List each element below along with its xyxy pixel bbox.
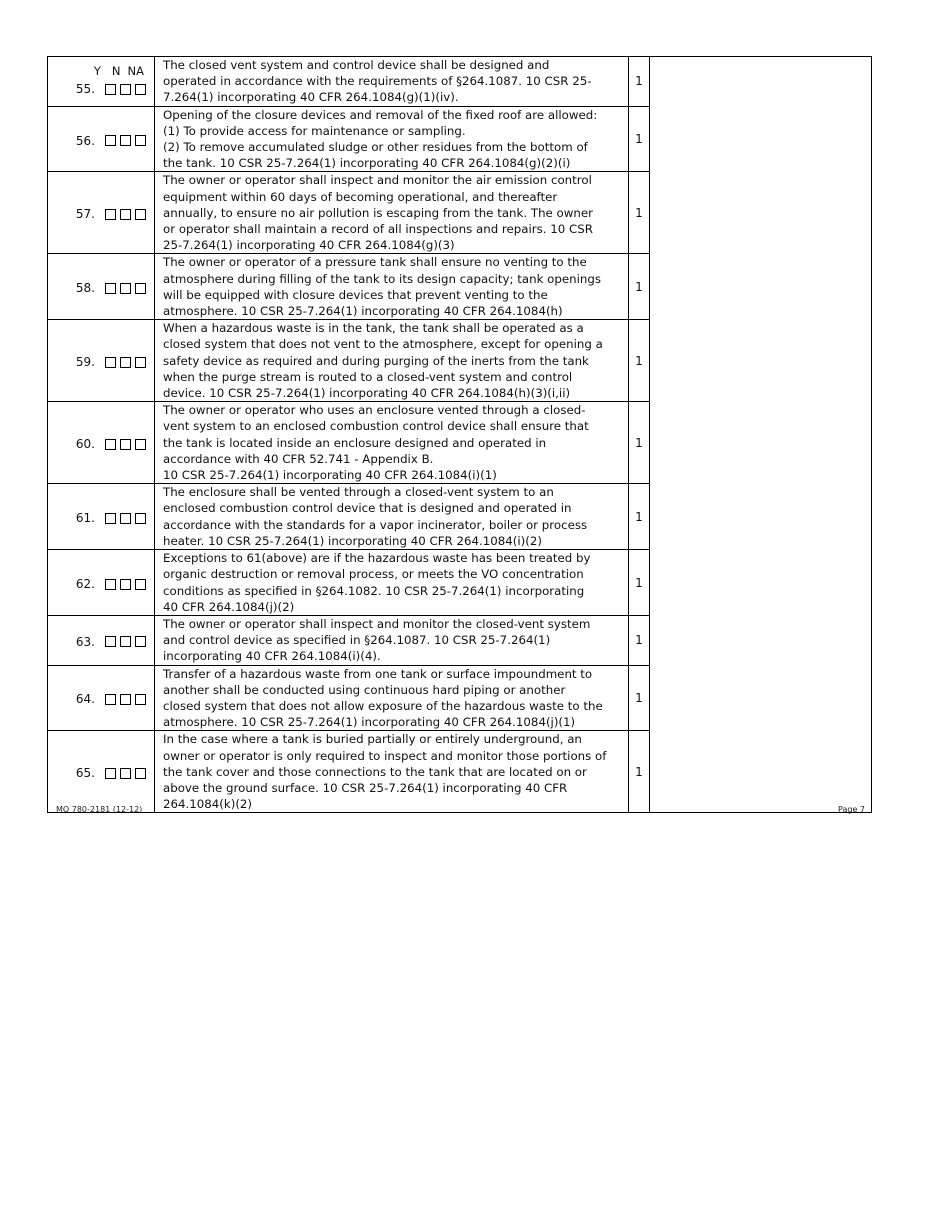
comments-cell[interactable] [650, 57, 872, 813]
no-checkbox[interactable] [120, 283, 131, 294]
question-number: 63. [75, 634, 95, 649]
score-value: 1 [629, 484, 650, 550]
requirement-text: In the case where a tank is buried partially or entirely underground, an owner or operator is only required to inspect and monitor those portions of the tank cover and those connections to the tank that are located on or above the ground surface. 10 CSR 25-7.264(1) incorporating 40 CFR 264.1084(k)(2) [155, 731, 629, 813]
requirement-text: Exceptions to 61(above) are if the hazardous waste has been treated by organic destruction or removal process, or meets the VO concentration conditions as specified in §264.1082. 10 CSR 25-7.264(1) incorporating 40 CFR 264.1084(j)(2) [155, 550, 629, 616]
score-value: 1 [629, 402, 650, 484]
requirement-text: The owner or operator shall inspect and monitor the closed-vent system and control device as specified in §264.1087. 10 CSR 25-7.264(1) incorporating 40 CFR 264.1084(i)(4). [155, 615, 629, 665]
na-checkbox[interactable] [135, 439, 146, 450]
question-number: 58. [75, 281, 95, 296]
no-header: N [111, 64, 121, 79]
yes-checkbox[interactable] [105, 439, 116, 450]
score-value: 1 [629, 550, 650, 616]
question-number: 61. [75, 511, 95, 526]
score-value: 1 [629, 665, 650, 731]
yes-checkbox[interactable] [105, 636, 116, 647]
question-number: 59. [75, 355, 95, 370]
question-number: 56. [75, 133, 95, 148]
score-value: 1 [629, 320, 650, 402]
na-checkbox[interactable] [135, 636, 146, 647]
no-checkbox[interactable] [120, 439, 131, 450]
no-checkbox[interactable] [120, 209, 131, 220]
requirement-text: The owner or operator who uses an enclosure vented through a closed- vent system to an enclosed combustion control device shall ensure that the tank is located inside an enclosure designed and operated in accordance with 40 CFR 52.741 - Appendix B. 10 CSR 25-7.264(1) incorporating 40 CFR 264.1084(i)(1) [155, 402, 629, 484]
yes-checkbox[interactable] [105, 209, 116, 220]
requirement-text: Opening of the closure devices and removal of the fixed roof are allowed: (1) To provide access for maintenance or sampling. (2) To remove accumulated sludge or other residues from the bottom of the tank. 10 CSR 25-7.264(1) incorporating 40 CFR 264.1084(g)(2)(i) [155, 106, 629, 172]
na-checkbox[interactable] [135, 513, 146, 524]
no-checkbox[interactable] [120, 768, 131, 779]
no-checkbox[interactable] [120, 513, 131, 524]
question-number: 65. [75, 766, 95, 781]
na-checkbox[interactable] [135, 768, 146, 779]
na-checkbox[interactable] [135, 135, 146, 146]
yes-checkbox[interactable] [105, 694, 116, 705]
question-number: 55. [75, 82, 95, 97]
score-value: 1 [629, 172, 650, 254]
na-checkbox[interactable] [135, 579, 146, 590]
yes-checkbox[interactable] [105, 579, 116, 590]
requirement-text: The enclosure shall be vented through a closed-vent system to an enclosed combustion control device that is designed and operated in accordance with the standards for a vapor incinerator, boiler or process heater. 10 CSR 25-7.264(1) incorporating 40 CFR 264.1084(i)(2) [155, 484, 629, 550]
yes-checkbox[interactable] [105, 768, 116, 779]
no-checkbox[interactable] [120, 357, 131, 368]
yes-no-na-header [48, 65, 146, 78]
requirement-text: When a hazardous waste is in the tank, the tank shall be operated as a closed system that does not vent to the atmosphere, except for opening a safety device as required and during purging of the inerts from the tank when the purge stream is routed to a closed-vent system and control device. 10 CSR 25-7.264(1) incorporating 40 CFR 264.1084(h)(3)(i,ii) [155, 320, 629, 402]
question-number-cell [48, 57, 155, 107]
na-checkbox[interactable] [135, 283, 146, 294]
yes-checkbox[interactable] [105, 357, 116, 368]
score-value: 1 [629, 57, 650, 107]
form-number: MO 780-2181 (12-12) [56, 805, 143, 814]
question-number-cell [48, 615, 155, 665]
yes-checkbox[interactable] [105, 513, 116, 524]
yes-checkbox[interactable] [105, 135, 116, 146]
question-number: 60. [75, 437, 95, 452]
question-number-cell [48, 172, 155, 254]
no-checkbox[interactable] [120, 636, 131, 647]
no-checkbox[interactable] [120, 84, 131, 95]
requirement-text: Transfer of a hazardous waste from one tank or surface impoundment to another shall be conducted using continuous hard piping or another closed system that does not allow exposure of the hazardous waste to the atmosphere. 10 CSR 25-7.264(1) incorporating 40 CFR 264.1084(j)(1) [155, 665, 629, 731]
na-header: NA [127, 64, 144, 79]
checklist-row [48, 57, 872, 107]
na-checkbox[interactable] [135, 357, 146, 368]
yes-header: Y [93, 64, 101, 79]
question-number-cell [48, 106, 155, 172]
yes-checkbox[interactable] [105, 283, 116, 294]
requirement-text: The closed vent system and control device shall be designed and operated in accordance with the requirements of §264.1087. 10 CSR 25- 7.264(1) incorporating 40 CFR 264.1084(g)(1)(iv). [155, 57, 629, 107]
yes-checkbox[interactable] [105, 84, 116, 95]
score-value: 1 [629, 106, 650, 172]
checklist-table [47, 56, 872, 813]
na-checkbox[interactable] [135, 209, 146, 220]
score-value: 1 [629, 254, 650, 320]
na-checkbox[interactable] [135, 694, 146, 705]
score-value: 1 [629, 731, 650, 813]
no-checkbox[interactable] [120, 135, 131, 146]
question-number: 64. [75, 692, 95, 707]
question-number-cell [48, 550, 155, 616]
requirement-text: The owner or operator shall inspect and monitor the air emission control equipment within 60 days of becoming operational, and thereafter annually, to ensure no air pollution is escaping from the tank. The owner or operator shall maintain a record of all inspections and repairs. 10 CSR 25-7.264(1) incorporating 40 CFR 264.1084(g)(3) [155, 172, 629, 254]
question-number-cell [48, 320, 155, 402]
requirement-text: The owner or operator of a pressure tank shall ensure no venting to the atmosphere during filling of the tank to its design capacity; tank openings will be equipped with closure devices that prevent venting to the atmosphere. 10 CSR 25-7.264(1) incorporating 40 CFR 264.1084(h) [155, 254, 629, 320]
na-checkbox[interactable] [135, 84, 146, 95]
no-checkbox[interactable] [120, 694, 131, 705]
page-number: Page 7 [838, 805, 865, 814]
question-number: 57. [75, 207, 95, 222]
question-number-cell [48, 254, 155, 320]
question-number: 62. [75, 577, 95, 591]
no-checkbox[interactable] [120, 579, 131, 590]
question-number-cell [48, 402, 155, 484]
score-value: 1 [629, 615, 650, 665]
question-number-cell [48, 731, 155, 813]
question-number-cell [48, 484, 155, 550]
question-number-cell [48, 665, 155, 731]
